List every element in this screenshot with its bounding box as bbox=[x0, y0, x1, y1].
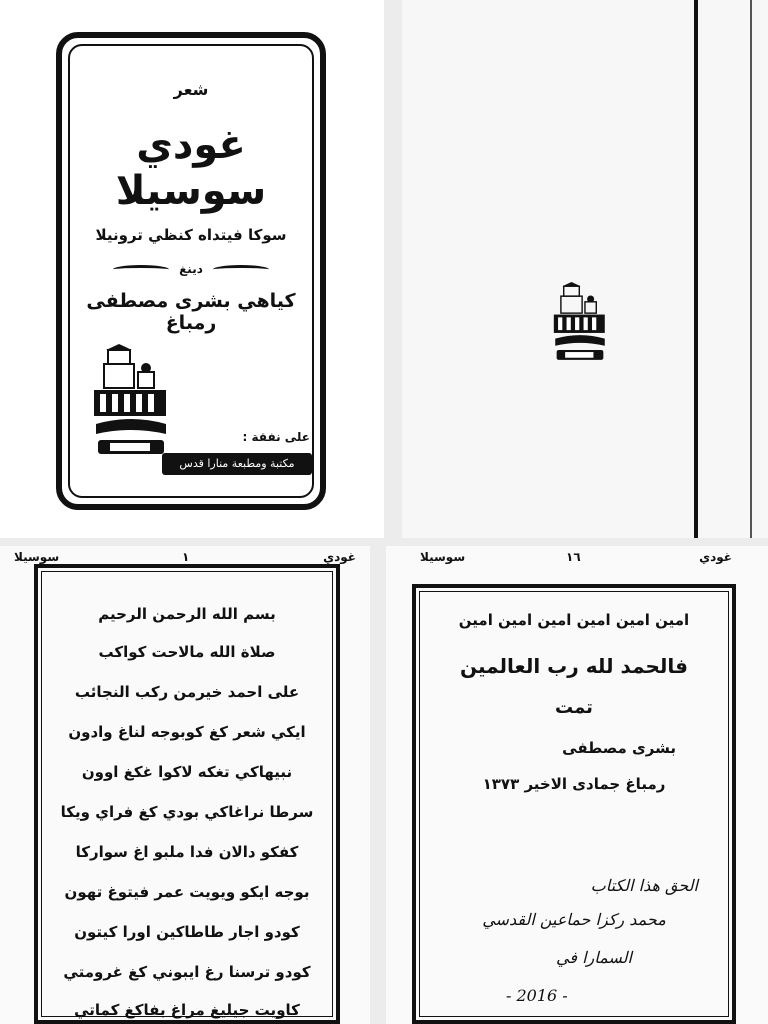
author-line: بشرى مصطفى bbox=[562, 739, 676, 757]
text-line: بوجه ايكو ويويت عمر فيتوغ تهون bbox=[64, 883, 310, 901]
text-line: كودو اجار طاطاكين اورا كيتون bbox=[74, 923, 300, 941]
text-line: فالحمد لله رب العالمين bbox=[459, 654, 689, 678]
text-line: امين امين امين امين امين امين bbox=[458, 611, 690, 629]
publisher-name: مكتبة ومطبعة منارا قدس bbox=[162, 453, 312, 475]
cover-separator-text: دينغ bbox=[179, 262, 203, 276]
text-line: ايكي شعر كغ كوبوجه لناغ وادون bbox=[68, 723, 306, 741]
date-line: رمباغ جمادى الاخير ١٣٧٣ bbox=[482, 775, 666, 793]
page-number: ١ bbox=[182, 550, 190, 564]
text-page-16 bbox=[386, 546, 768, 1024]
text-line: على احمد خيرمن ركب النجائب bbox=[74, 683, 300, 701]
text-line: نبيهاكي تغكه لاكوا غكغ اوون bbox=[81, 763, 293, 781]
handwritten-year: - 2016 - bbox=[506, 986, 568, 1005]
text-line: سرطا نراغاكي بودي كغ فراي ويكا bbox=[60, 803, 314, 821]
cover-subtitle: سوكا فيتداه كنظي ترونيلا bbox=[95, 226, 287, 244]
text-line: صلاة الله مالاحت كواكب bbox=[98, 643, 276, 661]
text-line: كودو ترسنا رغ ايبوني كغ غرومتي bbox=[63, 963, 311, 981]
cover-author: كياهي بشرى مصطفى رمباغ bbox=[86, 290, 296, 334]
header-left: سوسيلا bbox=[14, 550, 60, 564]
blank-page bbox=[402, 0, 768, 538]
text-line: كاويت جيليغ مراغ بفاكغ كماتي bbox=[74, 1001, 300, 1019]
cover-separator bbox=[62, 262, 320, 276]
text-frame bbox=[412, 584, 736, 1024]
text-line: تمت bbox=[555, 697, 593, 718]
header-left: سوسيلا bbox=[420, 550, 466, 564]
ornament-right-icon bbox=[113, 265, 169, 274]
ornament-left-icon bbox=[213, 265, 269, 274]
header-right: غودي bbox=[323, 550, 356, 564]
text-line: بسم الله الرحمن الرحيم bbox=[98, 605, 276, 623]
cover-title: غودي سوسيلا bbox=[115, 122, 267, 214]
page-header bbox=[386, 546, 768, 568]
handwritten-line: الحق هذا الكتاب bbox=[590, 876, 698, 895]
publisher-emblem-small-icon bbox=[548, 282, 612, 374]
handwritten-line: السمارا في bbox=[556, 948, 632, 967]
page-edge-line bbox=[694, 0, 698, 538]
text-page-1 bbox=[0, 546, 370, 1024]
text-frame bbox=[34, 564, 340, 1024]
cover-page bbox=[0, 0, 384, 538]
page-number: ١٦ bbox=[566, 550, 581, 564]
cover-small-title: شعر bbox=[173, 80, 209, 99]
cover-ornate-frame bbox=[56, 32, 326, 510]
handwritten-line: محمد ركزا حماعين القدسي bbox=[482, 910, 666, 929]
publisher-label: على نفقة : bbox=[242, 430, 310, 444]
text-line: كفكو دالان فدا ملبو اغ سواركا bbox=[75, 843, 299, 861]
page-edge-line-2 bbox=[750, 0, 752, 538]
header-right: غودي bbox=[699, 550, 732, 564]
